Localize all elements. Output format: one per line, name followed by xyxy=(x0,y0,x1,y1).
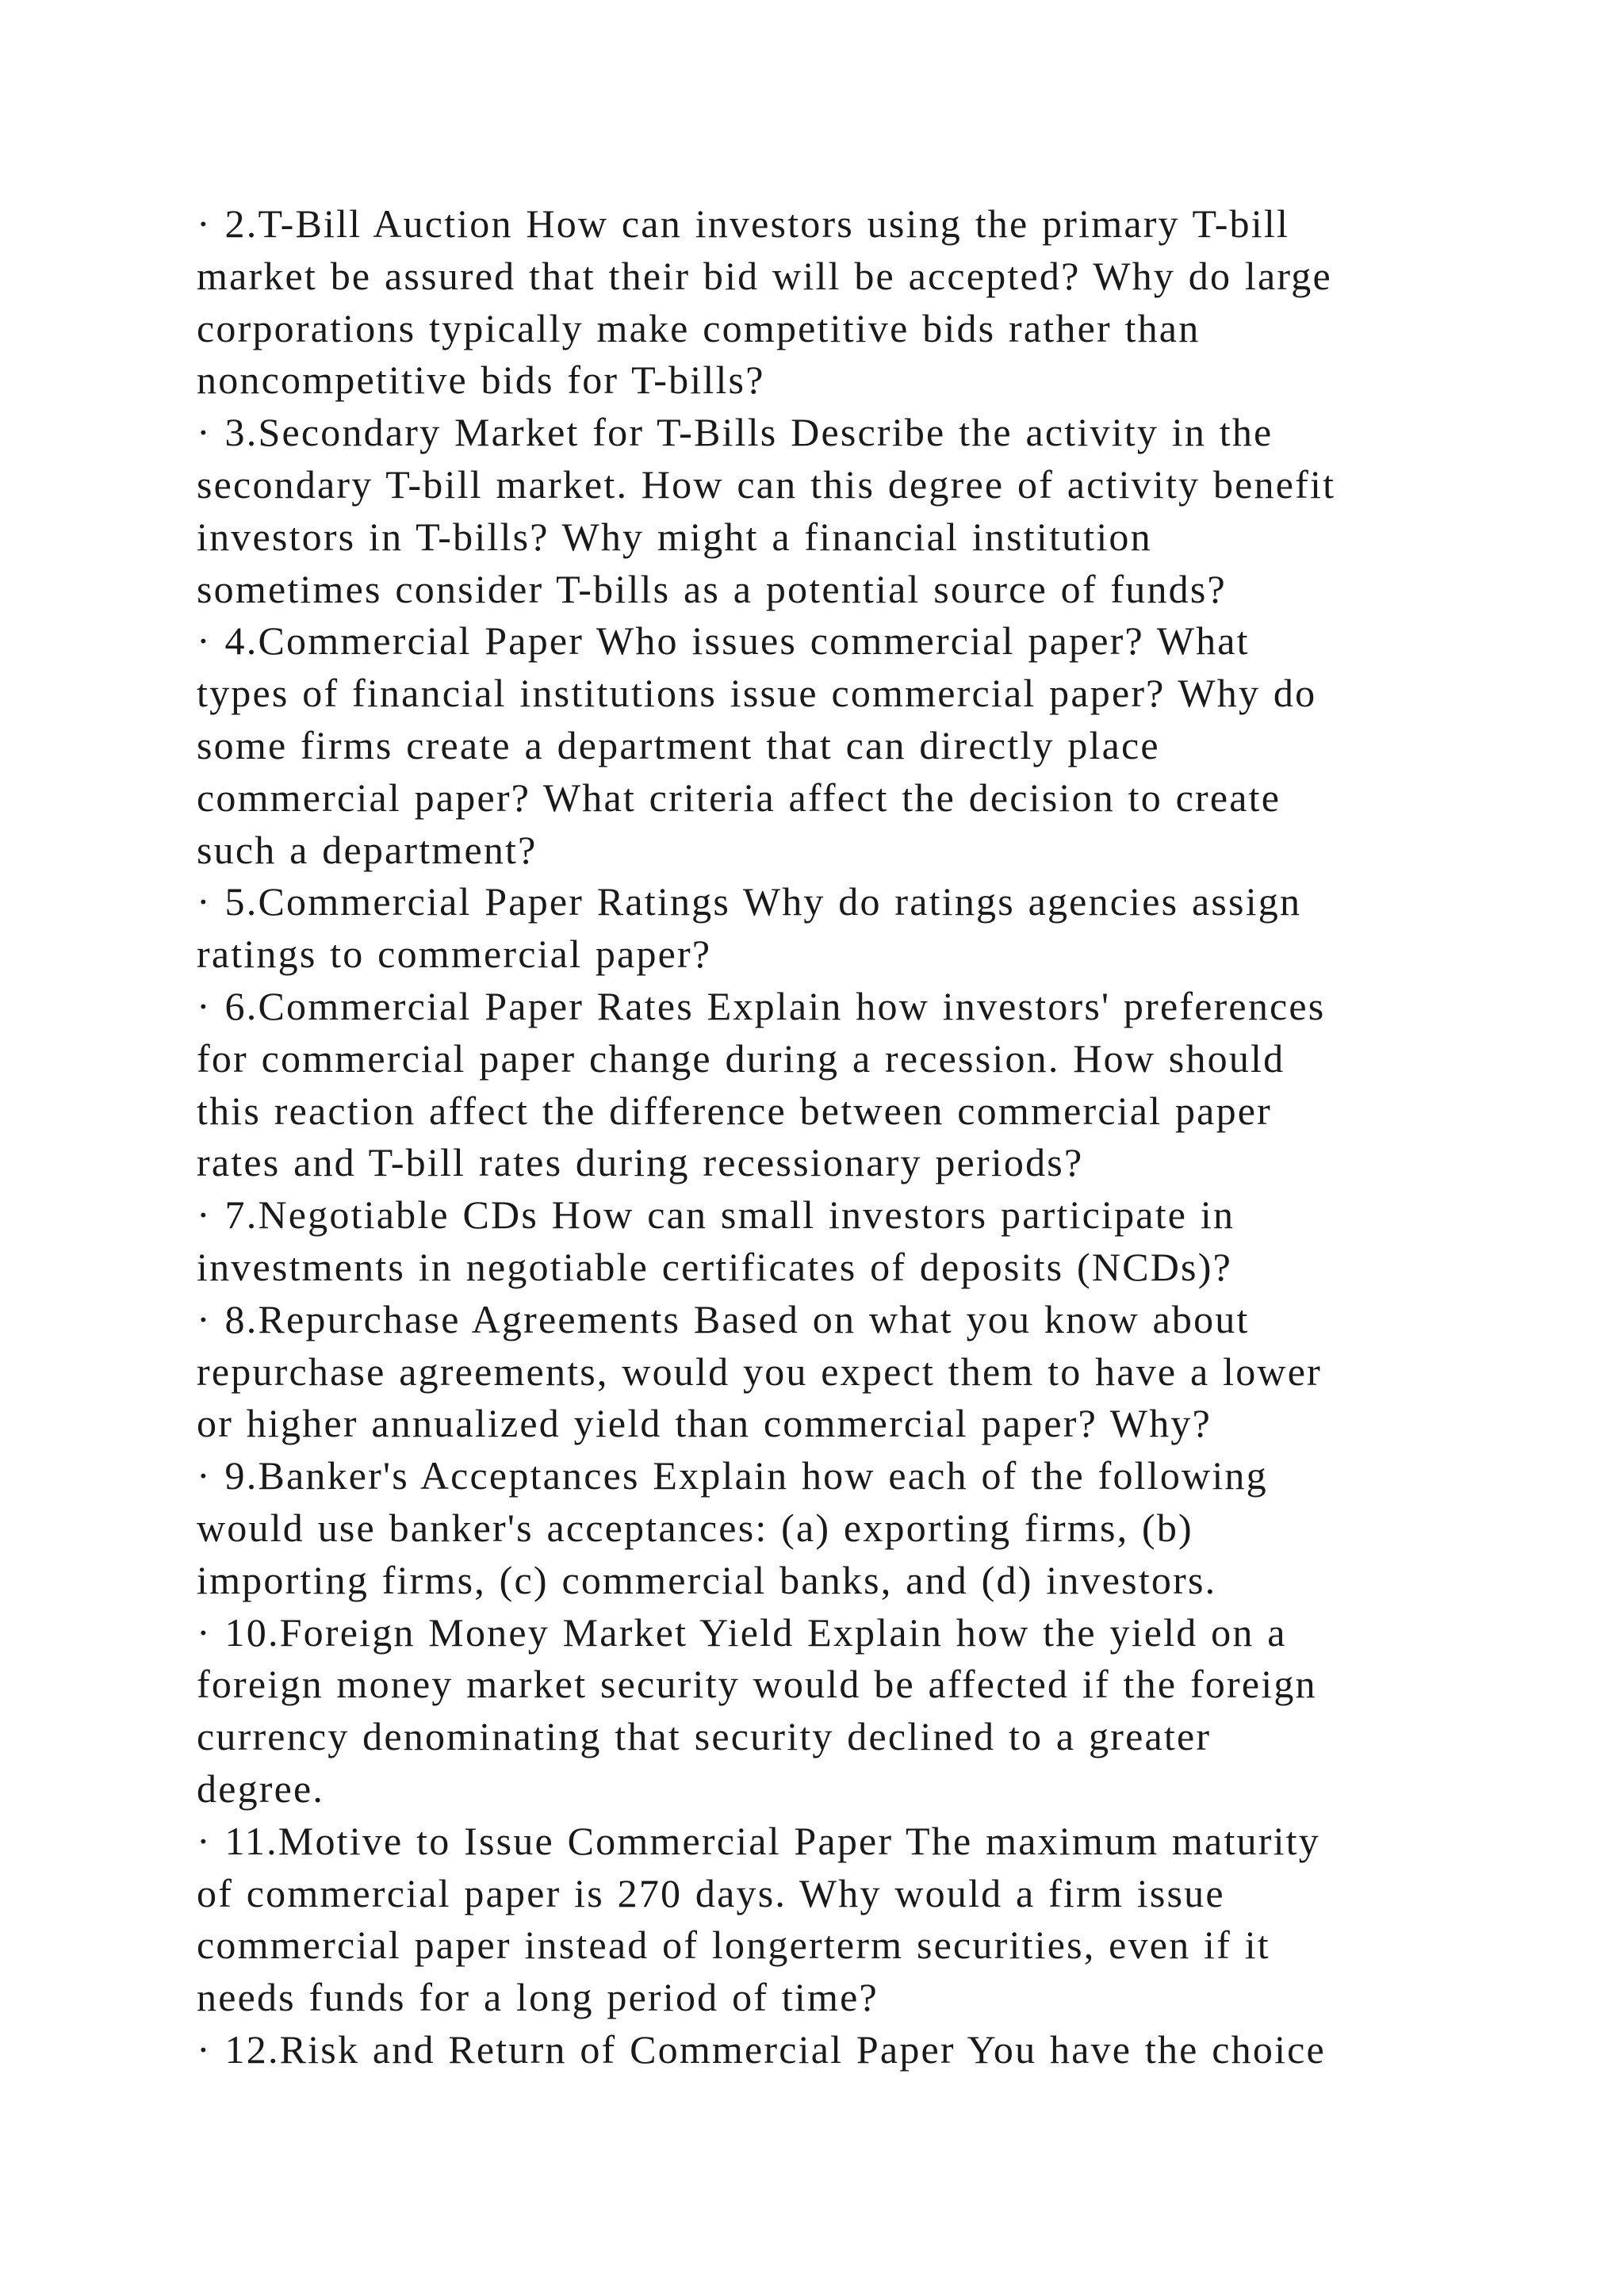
text-line: · 10.Foreign Money Market Yield Explain how the yield on a xyxy=(197,1609,1287,1655)
text-line: investments in negotiable certificates of deposits (NCDs)? xyxy=(197,1244,1232,1289)
text-line: market be assured that their bid will be accepted? Why do large xyxy=(197,253,1332,298)
text-line: · 12.Risk and Return of Commercial Paper You have the choice xyxy=(197,2026,1326,2072)
text-line: needs funds for a long period of time? xyxy=(197,1975,879,2020)
text-line: · 11.Motive to Issue Commercial Paper The maximum maturity xyxy=(197,1818,1320,1863)
text-line: such a department? xyxy=(197,827,538,872)
text-line: some firms create a department that can directly place xyxy=(197,722,1160,767)
text-line: noncompetitive bids for T-bills? xyxy=(197,358,765,403)
text-line: · 2.T-Bill Auction How can investors using the primary T-bill xyxy=(197,201,1290,246)
text-line: types of financial institutions issue commercial paper? Why do xyxy=(197,671,1317,716)
text-line: secondary T-bill market. How can this degree of activity benefit xyxy=(197,461,1336,507)
text-line: currency denominating that security declined to a greater xyxy=(197,1714,1212,1759)
text-line: commercial paper? What criteria affect the decision to create xyxy=(197,775,1281,820)
text-line: degree. xyxy=(197,1766,325,1811)
text-line: corporations typically make competitive bids rather than xyxy=(197,305,1201,350)
text-line: for commercial paper change during a recession. How should xyxy=(197,1035,1285,1081)
text-line: sometimes consider T-bills as a potential source of funds? xyxy=(197,566,1227,611)
text-line: commercial paper instead of longerterm securities, even if it xyxy=(197,1923,1270,1968)
text-line: or higher annualized yield than commercial paper? Why? xyxy=(197,1401,1212,1446)
text-line: · 3.Secondary Market for T-Bills Describe the activity in the xyxy=(197,410,1274,455)
text-line: · 4.Commercial Paper Who issues commercial paper? What xyxy=(197,618,1250,664)
text-line: · 7.Negotiable CDs How can small investors participate in xyxy=(197,1192,1235,1238)
text-line: this reaction affect the difference between commercial paper xyxy=(197,1088,1273,1133)
text-line: ratings to commercial paper? xyxy=(197,932,712,977)
text-line: repurchase agreements, would you expect them to have a lower xyxy=(197,1349,1322,1394)
text-line: · 9.Banker's Acceptances Explain how each of the following xyxy=(197,1453,1268,1498)
document-text xyxy=(197,198,1513,2076)
text-line: investors in T-bills? Why might a financial institution xyxy=(197,514,1152,559)
text-line: foreign money market security would be affected if the foreign xyxy=(197,1662,1317,1707)
text-line: · 8.Repurchase Agreements Based on what you know about xyxy=(197,1296,1250,1341)
text-line: · 5.Commercial Paper Ratings Why do ratings agencies assign xyxy=(197,879,1302,924)
text-line: of commercial paper is 270 days. Why would a firm issue xyxy=(197,1870,1225,1915)
text-line: importing firms, (c) commercial banks, and (d) investors. xyxy=(197,1557,1217,1602)
text-line: · 6.Commercial Paper Rates Explain how investors' preferences xyxy=(197,983,1326,1028)
text-line: rates and T-bill rates during recessionary periods? xyxy=(197,1140,1084,1185)
text-line: would use banker's acceptances: (a) exporting firms, (b) xyxy=(197,1505,1193,1550)
